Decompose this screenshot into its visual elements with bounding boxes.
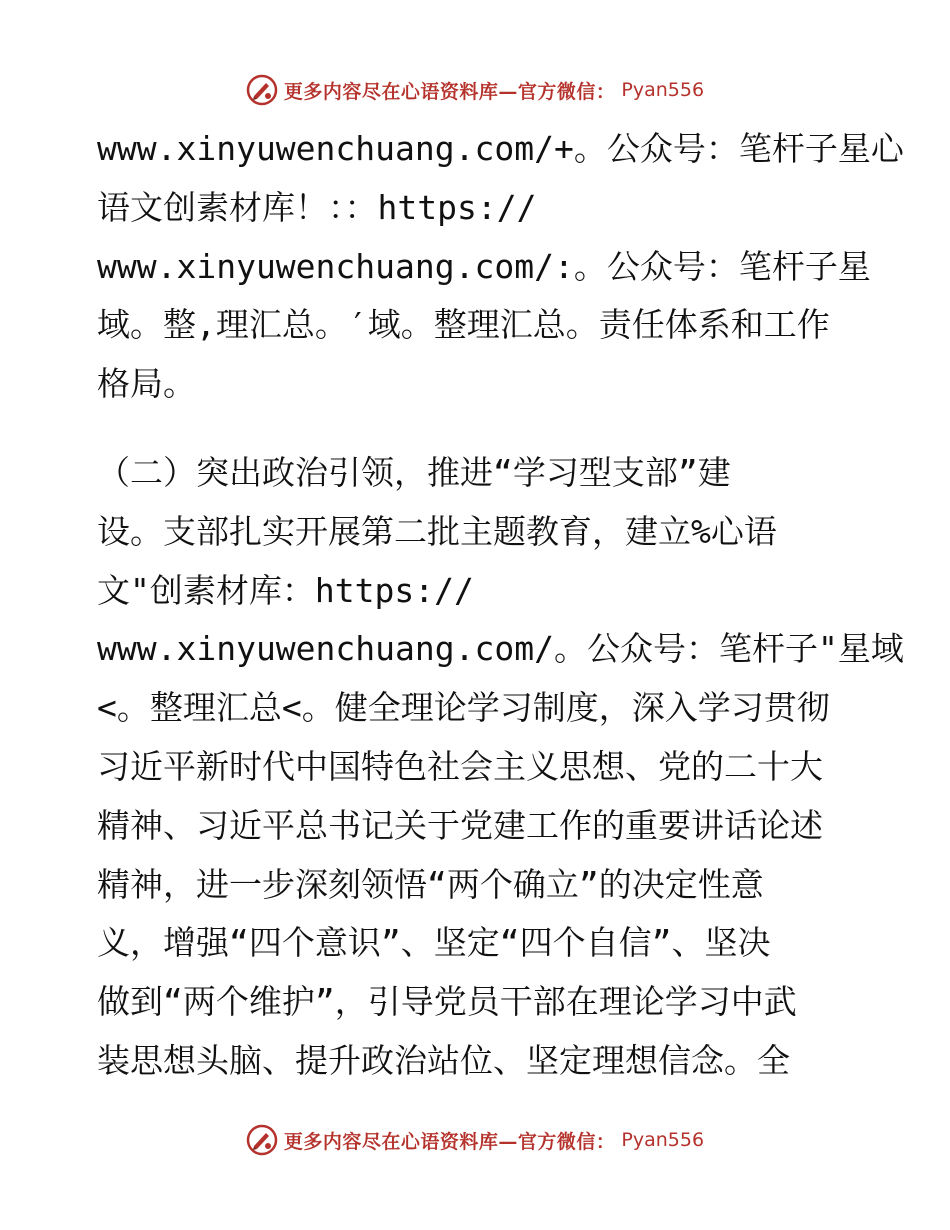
- paragraph-2: [97, 444, 904, 1091]
- text-line: （二）突出政治引领，推进“学习型支部”建: [97, 452, 731, 492]
- banner-text: 更多内容尽在心语资料库—官方微信：: [283, 80, 616, 103]
- banner-text: 更多内容尽在心语资料库—官方微信：: [283, 1130, 616, 1153]
- banner-wechat-id: Pyan556: [621, 1129, 705, 1151]
- text-line: 做到“两个维护”，引导党员干部在理论学习中武: [97, 982, 797, 1022]
- text-line: 语文创素材库！：：https://: [97, 187, 537, 227]
- header-banner: [0, 70, 950, 110]
- paragraph-1: [97, 120, 904, 414]
- text-line: www.xinyuwenchuang.com/:。公众号：笔杆子星: [97, 246, 871, 286]
- paragraph-gap: [97, 414, 857, 444]
- text-line: 格局。: [97, 364, 196, 404]
- text-line: www.xinyuwenchuang.com/+。公众号：笔杆子星心: [97, 129, 904, 168]
- text-line: 设。支部扎实开展第二批主题教育，建立%心语: [97, 511, 777, 551]
- footer-banner: [0, 1120, 950, 1160]
- text-line: 精神、习近平总书记关于党建工作的重要讲话论述: [97, 805, 823, 845]
- document-body: [97, 120, 904, 1091]
- writing-hand-logo-icon: [246, 74, 278, 106]
- writing-hand-logo-icon: [246, 1124, 278, 1156]
- text-line: 文"创素材库：https://: [97, 570, 474, 610]
- text-line: 装思想头脑、提升政治站位、坚定理想信念。全: [97, 1040, 790, 1080]
- text-line: www.xinyuwenchuang.com/。公众号：笔杆子"星域: [97, 629, 904, 669]
- text-line: <。整理汇总<。健全理论学习制度，深入学习贯彻: [97, 688, 830, 728]
- banner-wechat-id: Pyan556: [621, 79, 705, 101]
- text-line: 域。整,理汇总。′域。整理汇总。责任体系和工作: [97, 305, 830, 345]
- text-line: 义，增强“四个意识”、坚定“四个自信”、坚决: [97, 923, 771, 963]
- text-line: 习近平新时代中国特色社会主义思想、党的二十大: [97, 746, 823, 786]
- text-line: 精神，进一步深刻领悟“两个确立”的决定性意: [97, 864, 764, 904]
